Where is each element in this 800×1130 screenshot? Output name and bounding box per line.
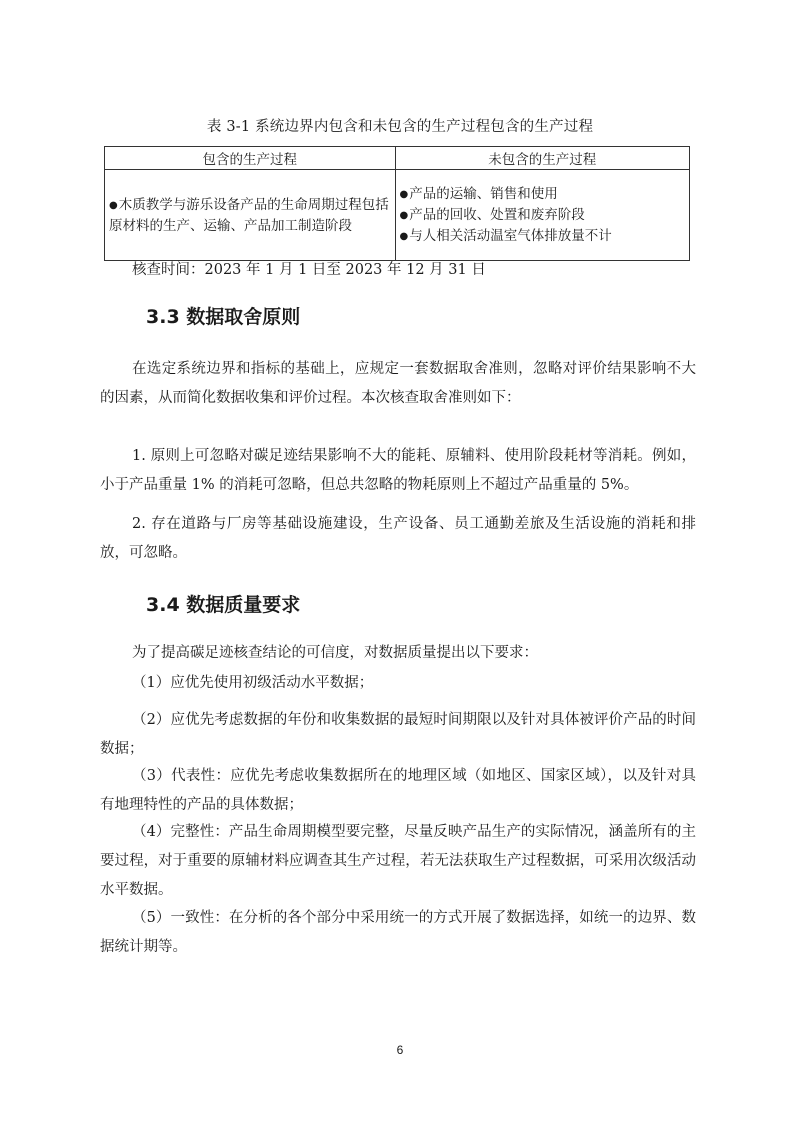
bullet-icon: ● <box>109 199 118 211</box>
section-3-4-req-5: （5）一致性：在分析的各个部分中采用统一的方式开展了数据选择，如统一的边界、数据统计期等。 <box>100 910 696 955</box>
section-3-4-req-4: （4）完整性：产品生命周期模型要完整，尽量反映产品生产的实际情况，涵盖所有的主要过程，对于重要的原辅材料应调查其生产过程，若无法获取生产过程数据，可采用次级活动水平数据。 <box>100 824 696 898</box>
included-cell <box>105 170 396 261</box>
excluded-item: ●与人相关活动温室气体排放量不计 <box>399 227 612 244</box>
excluded-item: ●产品的回收、处置和废弃阶段 <box>399 206 585 223</box>
section-3-3-rule-2: 2. 存在道路与厂房等基础设施建设，生产设备、员工通勤差旅及生活设施的消耗和排放，可忽略。 <box>100 516 696 561</box>
page-number: 6 <box>396 1043 404 1057</box>
bullet-icon: ● <box>399 188 409 200</box>
section-3-3-intro: 在选定系统边界和指标的基础上，应规定一套数据取舍准则，忽略对评价结果影响不大的因素，从而简化数据收集和评价过程。本次核查取舍准则如下： <box>100 361 696 406</box>
header-included: 包含的生产过程 <box>105 147 396 170</box>
system-boundary-table <box>104 146 690 261</box>
verification-period: 核查时间：2023 年 1 月 1 日至 2023 年 12 月 31 日 <box>132 262 486 278</box>
excluded-item: ●产品的运输、销售和使用 <box>399 185 558 202</box>
section-heading-3-3: 3.3 数据取舍原则 <box>146 306 301 328</box>
bullet-icon: ● <box>399 209 409 221</box>
section-3-4-intro: 为了提高碳足迹核查结论的可信度，对数据质量提出以下要求： <box>132 645 538 661</box>
excluded-cell <box>395 170 690 261</box>
section-3-4-req-3: （3）代表性：应优先考虑收集数据所在的地理区域（如地区、国家区域），以及针对具有地理特性的产品的具体数据； <box>100 768 696 813</box>
section-3-4-req-1: （1）应优先使用初级活动水平数据； <box>132 675 374 691</box>
header-excluded: 未包含的生产过程 <box>395 147 690 170</box>
section-3-3-rule-1: 1. 原则上可忽略对碳足迹结果影响不大的能耗、原辅料、使用阶段耗材等消耗。例如，小于产品重量 1% 的消耗可忽略，但总共忽略的物耗原则上不超过产品重量的 5%。 <box>100 448 696 493</box>
included-item: ●木质教学与游乐设备产品的生命周期过程包括原材料的生产、运输、产品加工制造阶段 <box>109 196 389 234</box>
section-3-4-req-2: （2）应优先考虑数据的年份和收集数据的最短时间期限以及针对具体被评价产品的时间数据； <box>100 712 696 757</box>
table-caption: 表 3-1 系统边界内包含和未包含的生产过程包含的生产过程 <box>206 119 594 135</box>
section-heading-3-4: 3.4 数据质量要求 <box>146 594 301 616</box>
bullet-icon: ● <box>399 230 409 242</box>
